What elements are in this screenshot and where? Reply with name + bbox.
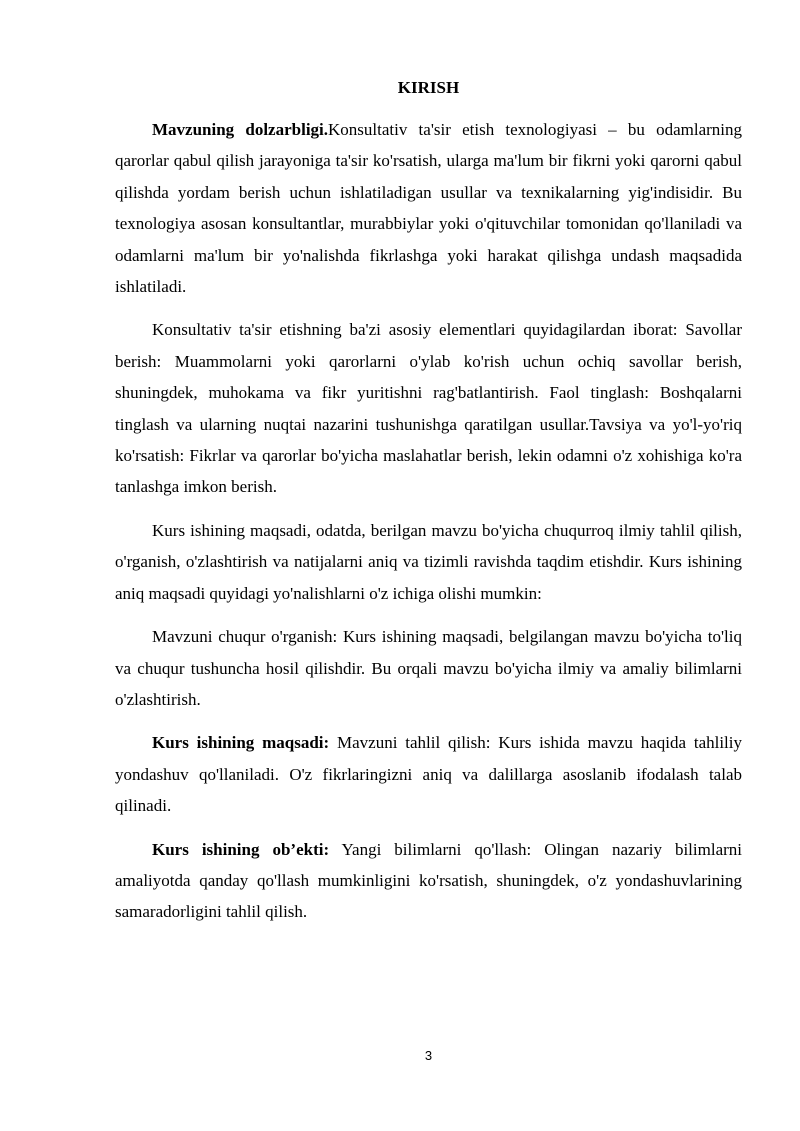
paragraph-lead: Kurs ishining ob’ekti: xyxy=(152,839,330,859)
paragraph-object xyxy=(115,834,742,928)
paragraph-deep-study xyxy=(115,621,742,715)
paragraph-purpose xyxy=(115,727,742,821)
paragraph-text: Yangi bilimlarni qo'llash: Olingan nazariy bilimlarni amaliyotda qanday qo'llash mumkinligini ko'rsatish, shuningdek, o'z yondashuvlarining samaradorligini tahlil qilish. xyxy=(115,839,742,922)
paragraph-text: Mavzuni chuqur o'rganish: Kurs ishining maqsadi, belgilangan mavzu bo'yicha to'liq va chuqur tushuncha hosil qilishdir. Bu orqali mavzu bo'yicha ilmiy va amaliy bilimlarni o'zlashtirish. xyxy=(115,627,742,709)
paragraph-elements xyxy=(115,314,742,502)
paragraph-relevance xyxy=(115,114,742,302)
paragraph-text: Mavzuni tahlil qilish: Kurs ishida mavzu haqida tahliliy yondashuv qo'llaniladi. O'z fikrlaringizni aniq va dalillarga asoslanib ifodalash talab qilinadi. xyxy=(115,733,743,816)
paragraph-text: Konsultativ ta'sir etish texnologiyasi – bu odamlarning qarorlar qabul qilish jarayoniga ta'sir ko'rsatish, ularga ma'lum bir fikrni yoki qarorni qabul qilishda yordam berish uchun ishlatiladigan usullar va texnikalarning yig'indisidir. Bu texnologiya asosan konsultantlar, murabbiylar yoki o'qituvchilar tomonidan qo'llaniladi va odamlarni ma'lum bir yo'nalishda fikrlashga yoki harakat qilishga undash maqsadida ishlatiladi. xyxy=(115,120,742,297)
document-body xyxy=(115,114,742,940)
page-heading: KIRISH xyxy=(397,78,460,97)
paragraph-lead: Kurs ishining maqsadi: xyxy=(152,733,330,753)
paragraph-course-goal xyxy=(115,515,742,609)
paragraph-text: Konsultativ ta'sir etishning ba'zi asosiy elementlari quyidagilardan iborat: Savollar berish: Muammolarni yoki qarorlarni o'ylab ko'rish uchun ochiq savollar berish, shuningdek, muhokama va fikr yuritishni rag'batlantirish. Faol tinglash: Boshqalarni tinglash va ularning nuqtai nazarini tushunishga qaratilgan usullar.Tavsiya va yo'l-yo'riq ko'rsatish: Fikrlar va qarorlar bo'yicha maslahatlar berish, lekin odamni o'z xohishiga ko'ra tanlashga imkon berish. xyxy=(115,320,742,497)
paragraph-text: Kurs ishining maqsadi, odatda, berilgan mavzu bo'yicha chuqurroq ilmiy tahlil qilish, o'rganish, o'zlashtirish va natijalarni aniq va tizimli ravishda taqdim etishdir. Kurs ishining aniq maqsadi quyidagi yo'nalishlarni o'z ichiga olishi mumkin: xyxy=(115,520,742,603)
page-number: 3 xyxy=(424,1048,433,1063)
paragraph-lead: Mavzuning dolzarbligi. xyxy=(152,120,329,139)
